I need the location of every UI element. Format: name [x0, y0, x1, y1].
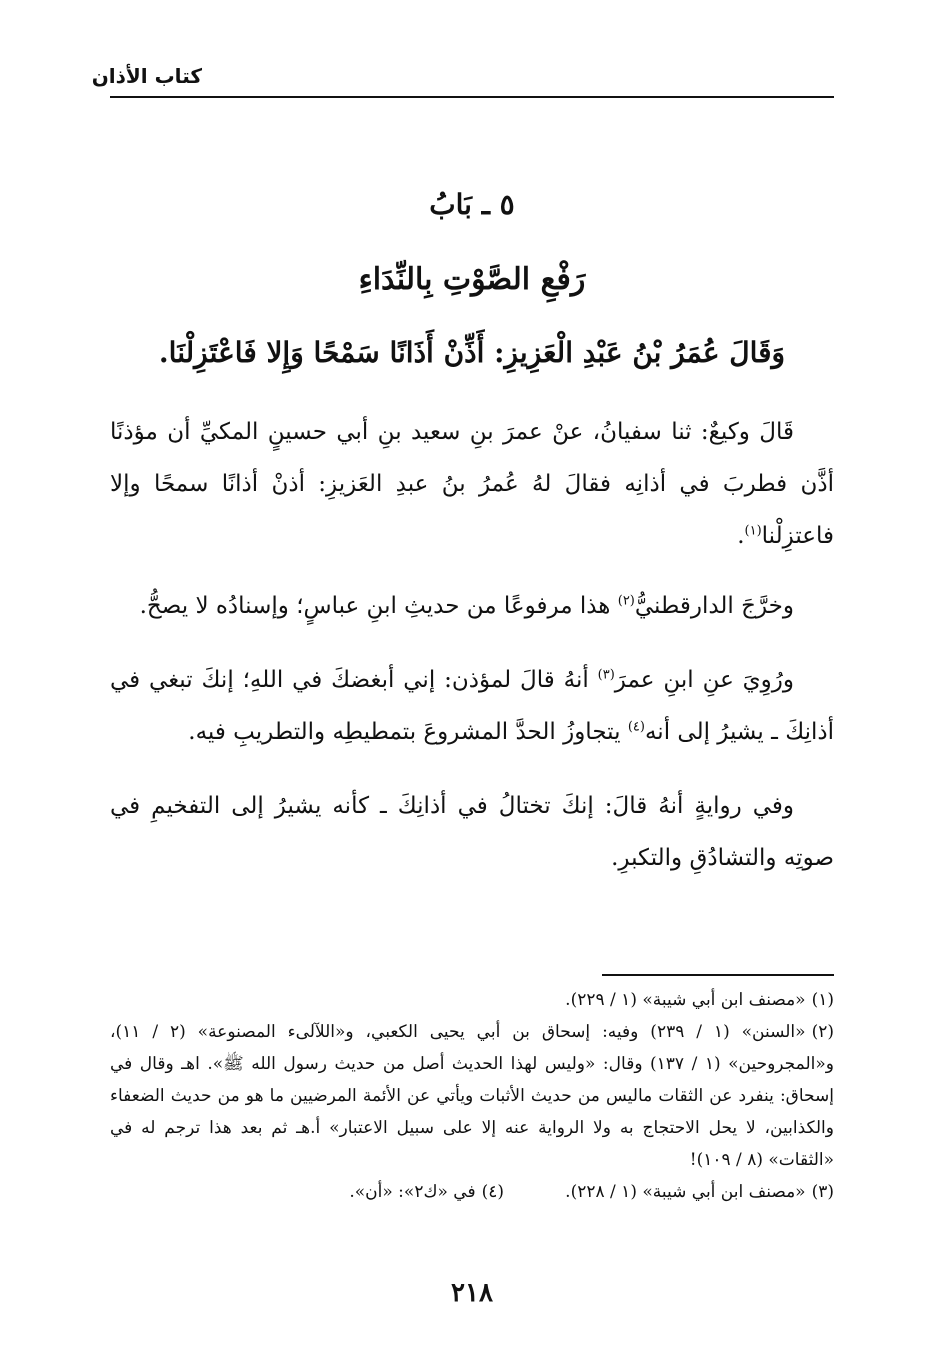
paragraph-1 [110, 406, 834, 562]
paragraph-4 [110, 780, 834, 884]
footnote-ref-2: (٢) [617, 593, 635, 609]
footnote-ref-3: (٣) [597, 667, 615, 683]
footnote-1 [110, 984, 834, 1016]
paragraph-3 [110, 654, 834, 758]
footnote-4-number: (٤) [481, 1182, 504, 1202]
footnote-2 [110, 1016, 834, 1176]
paragraph-2-text: وخرَّجَ الدارقطنيُّ [634, 593, 794, 619]
paragraph-3-text: ورُوِيَ عنِ ابنِ عمرَ [614, 667, 795, 693]
footnotes [110, 984, 834, 1208]
footnote-1-number: (١) [811, 990, 834, 1010]
footnote-3-text: «مصنف ابن أبي شيبة» (١ / ٢٢٨). [565, 1182, 806, 1202]
footnote-4 [349, 1176, 504, 1208]
footnote-2-number: (٢) [811, 1022, 834, 1042]
page-number: ٢١٨ [451, 1278, 493, 1308]
footnotes-3-4-row [110, 1176, 834, 1208]
footnote-ref-4: (٤) [627, 719, 645, 735]
chapter-title: رَفْعِ الصَّوْتِ بِالنِّدَاءِ [358, 262, 586, 297]
paragraph-2 [110, 580, 834, 632]
footnote-3-number: (٣) [811, 1182, 834, 1202]
paragraph-2-rest: هذا مرفوعًا من حديثِ ابنِ عباسٍ؛ وإسنادُه لا يصحُّ. [139, 593, 618, 619]
chapter-number: ٥ ـ بَابُ [429, 188, 515, 221]
paragraph-4-text: وفي روايةٍ أنهُ قالَ: إنكَ تختالُ في أذانِكَ ـ كأنه يشيرُ إلى التفخيمِ في صوتِه والتشادُقِ والتكبرِ. [110, 793, 834, 871]
paragraph-3-rest: أنهُ قالَ لمؤذن: إني أبغضكَ في اللهِ؛ إنكَ تبغي في أذانِكَ ـ يشيرُ إلى أنه [110, 667, 834, 745]
footnote-2-text: «السنن» (١ / ٢٣٩) وفيه: إسحاق بن أبي يحيى الكعبي، و«اللآلىء المصنوعة» (٢ / ١١)، و«المجروحين» (١ / ١٣٧) وقال: «وليس لهذا الحديث أصل من حديث رسول الله ﷺ». اهـ وقال في إسحاق: ينفرد عن الثقات ماليس من حديث الأثبات ويأتي عن الأئمة المرضيين ما هو من حديث الضعفاء والكذابين، لا يحل الاحتجاج به ولا الرواية عنه إلا على سبيل الاعتبار» أ.هـ ثم بعد هذا ترجم له في «الثقات» (٨ / ١٠٩)! [110, 1022, 834, 1170]
footnote-ref-1: (١) [744, 523, 762, 539]
paragraph-1-end: . [737, 523, 745, 549]
footnote-divider [602, 974, 834, 976]
running-header-title: كتاب الأذان [91, 64, 202, 88]
paragraph-3-rest2: يتجاوزُ الحدَّ المشروعَ بتمطيطِه والتطريبِ فيه. [188, 719, 628, 745]
epigraph: وَقَالَ عُمَرُ بْنُ عَبْدِ الْعَزِيزِ: أَذِّنْ أَذَانًا سَمْحًا وَإِلا فَاعْتَزِلْنَا. [158, 336, 786, 369]
body-text [110, 406, 834, 902]
paragraph-1-text: قَالَ وكيعٌ: ثنا سفيانُ، عنْ عمرَ بنِ سعيد بنِ أبي حسينٍ المكيِّ أن مؤذنًا أذَّن فطربَ في أذانِه فقالَ لهُ عُمرُ بنُ عبدِ العَزيزِ: أذنْ أذانًا سمحًا وإلا فاعتزِلْنا [110, 419, 834, 549]
footnote-4-text: في «ك٢»: «أن». [349, 1182, 476, 1202]
running-header [91, 60, 834, 98]
footnote-1-text: «مصنف ابن أبي شيبة» (١ / ٢٢٩). [565, 990, 806, 1010]
footnote-3 [504, 1176, 834, 1208]
